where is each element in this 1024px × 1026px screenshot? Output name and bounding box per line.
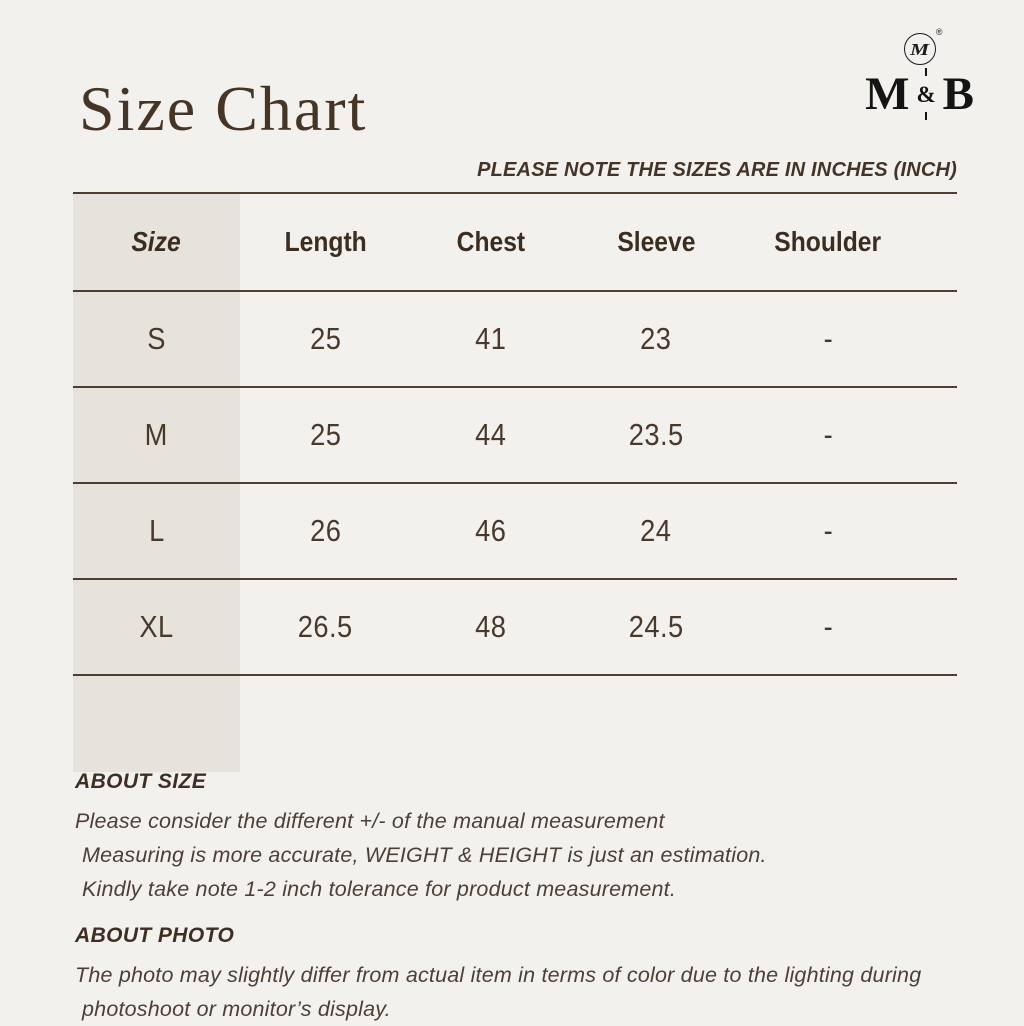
size-cell: M bbox=[73, 388, 240, 482]
page-title: Size Chart bbox=[79, 73, 368, 144]
length-cell: 26.5 bbox=[298, 609, 353, 644]
about-photo-line: The photo may slightly differ from actual item in terms of color due to the lighting during bbox=[75, 963, 922, 987]
brand-wordmark bbox=[865, 67, 974, 121]
column-header-sleeve: Sleeve bbox=[616, 226, 696, 257]
brand-letter-m: M bbox=[865, 67, 910, 120]
about-size-line: Please consider the different +/- of the manual measurement bbox=[75, 809, 665, 833]
chest-cell: 44 bbox=[475, 417, 507, 452]
table-row-m bbox=[73, 388, 957, 484]
dash-divider bbox=[925, 68, 928, 76]
table-empty-row bbox=[73, 676, 957, 772]
size-chart-table bbox=[73, 192, 957, 772]
sleeve-cell: 24.5 bbox=[628, 609, 684, 644]
column-header-length: Length bbox=[284, 226, 367, 257]
empty-size-cell bbox=[73, 676, 240, 772]
shoulder-cell: - bbox=[823, 609, 833, 644]
table-row-xl bbox=[73, 580, 957, 676]
dash-divider bbox=[925, 112, 928, 120]
about-photo-line: photoshoot or monitor’s display. bbox=[82, 997, 391, 1021]
shoulder-cell: - bbox=[823, 417, 833, 452]
chest-cell: 41 bbox=[475, 321, 507, 356]
brand-logo bbox=[865, 27, 974, 121]
brand-letter-b: B bbox=[942, 67, 974, 120]
sleeve-cell: 23 bbox=[640, 321, 672, 356]
about-size-heading: ABOUT SIZE bbox=[75, 770, 207, 793]
column-header-shoulder: Shoulder bbox=[774, 226, 882, 257]
section-spacer bbox=[75, 906, 960, 924]
chest-cell: 48 bbox=[475, 609, 507, 644]
sleeve-cell: 24 bbox=[640, 513, 672, 548]
butterfly-monogram-icon: M bbox=[910, 39, 929, 59]
about-size-line: Measuring is more accurate, WEIGHT & HEIGHT is just an estimation. bbox=[82, 843, 767, 867]
table-header-row bbox=[73, 194, 957, 292]
size-cell: L bbox=[73, 484, 240, 578]
length-cell: 25 bbox=[309, 321, 342, 356]
table-row-l bbox=[73, 484, 957, 580]
size-cell: S bbox=[73, 292, 240, 386]
column-header-chest: Chest bbox=[456, 226, 526, 257]
column-header-size: Size bbox=[73, 194, 240, 290]
brand-ampersand: & bbox=[916, 81, 936, 107]
chest-cell: 46 bbox=[475, 513, 507, 548]
size-cell: XL bbox=[73, 580, 240, 674]
about-photo-section bbox=[75, 924, 960, 1026]
about-size-line: Kindly take note 1-2 inch tolerance for product measurement. bbox=[82, 877, 677, 901]
table-row-s bbox=[73, 292, 957, 388]
units-note: PLEASE NOTE THE SIZES ARE IN INCHES (INCH) bbox=[477, 159, 957, 181]
brand-ampersand-column bbox=[916, 67, 935, 121]
length-cell: 25 bbox=[309, 417, 342, 452]
about-size-section bbox=[75, 770, 960, 906]
about-sections bbox=[75, 770, 960, 1026]
registered-trademark-icon: ® bbox=[935, 27, 943, 37]
sleeve-cell: 23.5 bbox=[628, 417, 684, 452]
about-photo-heading: ABOUT PHOTO bbox=[75, 924, 235, 947]
length-cell: 26 bbox=[309, 513, 342, 548]
brand-emblem-icon bbox=[904, 27, 943, 65]
shoulder-cell: - bbox=[823, 513, 833, 548]
shoulder-cell: - bbox=[823, 321, 833, 356]
